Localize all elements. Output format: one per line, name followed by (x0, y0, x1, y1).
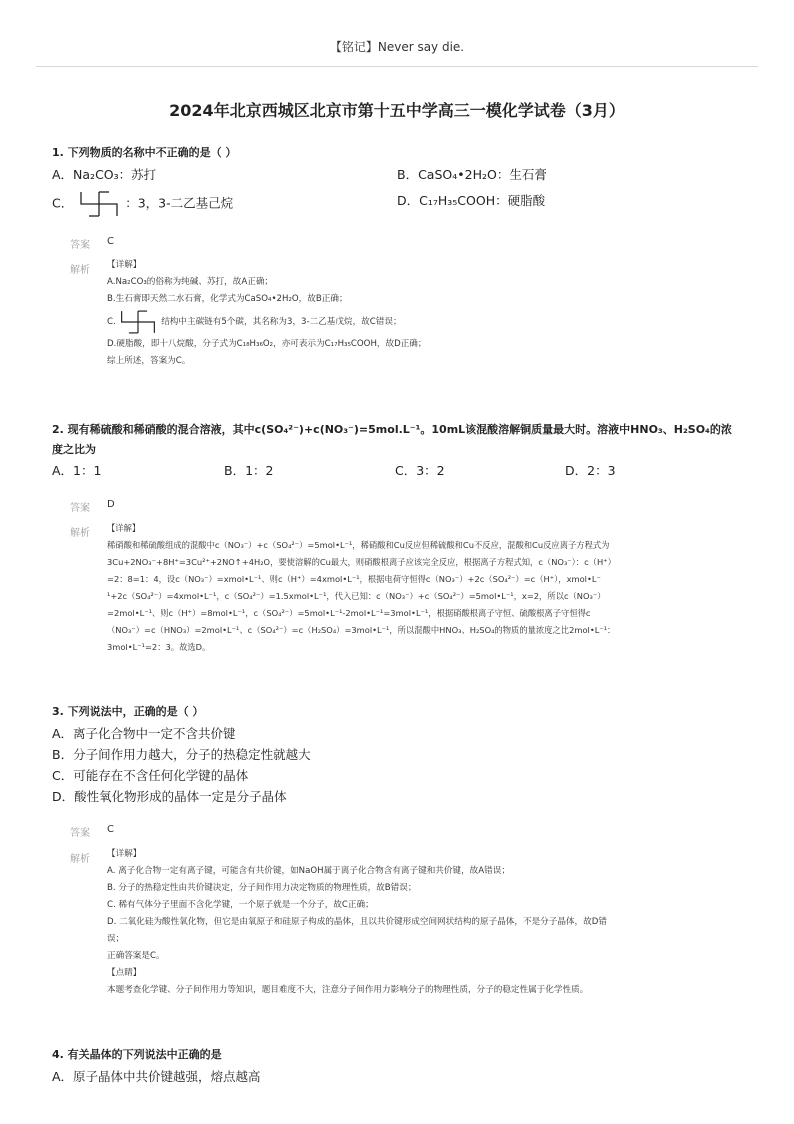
q2-answer-label: 答案 (70, 503, 90, 514)
exp-line: =2mol•L⁻¹、则c（H⁺）=8mol•L⁻¹，c（SO₄²⁻）=5mol•L⁻¹-2mol•L⁻¹=3mol•L⁻¹，根据硝酸根离子守恒、硫酸根离子守恒得c (107, 608, 591, 618)
q2-option-a: A．1：1 (52, 463, 102, 478)
q2-analysis-label: 解析 (70, 528, 90, 539)
q1-answer-label: 答案 (70, 240, 90, 251)
q4-stem: 4. 有关晶体的下列说法中正确的是 (52, 1048, 222, 1061)
q1-option-d: D．C₁₇H₃₅COOH：硬脂酸 (397, 193, 546, 208)
exp-line: D.硬脂酸，即十八烷酸，分子式为C₁₈H₃₆O₂，亦可表示为C₁₇H₃₅COOH，故D正确； (107, 339, 427, 349)
exp-line: 本题考查化学键、分子间作用力等知识，题目难度不大，注意分子间作用力影响分子的物理性质，分子的稳定性属于化学性质。 (107, 985, 589, 995)
exp-line: 【详解】 (107, 523, 141, 533)
q1-stem: 1. 下列物质的名称中不正确的是（ ） (52, 146, 237, 159)
q2-answer: D (107, 499, 115, 510)
q2-stem-line1: 2. 现有稀硫酸和稀硝酸的混合溶液，其中c(SO₄²⁻)+c(NO₃⁻)=5mol.L⁻¹。10mL该混酸溶解铜质量最大时。溶液中HNO₃、H₂SO₄的浓 (52, 423, 732, 436)
q1-option-a: A．Na₂CO₃：苏打 (52, 167, 157, 182)
exp-line: D. 二氧化硅为酸性氧化物，但它是由氧原子和硅原子构成的晶体，且以共价键形成空间网状结构的原子晶体，不是分子晶体，故D错 (107, 917, 607, 927)
exp-c-text: 结构中主碳链有5个碳，其名称为3，3-二乙基戊烷，故C错误； (161, 317, 402, 327)
exp-line: 综上所述，答案为C。 (107, 356, 191, 366)
exp-line: C. 稀有气体分子里面不含化学键，一个原子就是一个分子，故C正确； (107, 900, 374, 910)
q3-answer: C (107, 824, 114, 835)
q3-option-d: D．酸性氧化物形成的晶体一定是分子晶体 (52, 789, 287, 804)
q1-analysis-label: 解析 (70, 265, 90, 276)
q1-option-b: B．CaSO₄•2H₂O：生石膏 (397, 167, 547, 182)
header-divider (36, 66, 758, 67)
exp-line: ¹+2c（SO₄²⁻）=4xmol•L⁻¹，c（SO₄²⁻）=1.5xmol•L⁻¹，代入已知：c（NO₃⁻）+c（SO₄²⁻）=5mol•L⁻¹，x=2，所以c（NO₃⁻） (107, 591, 606, 601)
exp-line: 3Cu+2NO₃⁻+8H⁺=3Cu²⁺+2NO↑+4H₂O，要使溶解的Cu最大，则硝酸根离子应该完全反应，根据离子方程式知，c（NO₃⁻）：c（H⁺） (107, 557, 616, 567)
q2-option-d: D．2：3 (565, 463, 616, 478)
exp-line: B. 分子的热稳定性由共价键决定，分子间作用力决定物质的物理性质，故B错误； (107, 883, 417, 893)
exp-line: （NO₃⁻）=c（HNO₃）=2mol•L⁻¹、c（SO₄²⁻）=c（H₂SO₄）=3mol•L⁻¹，所以混酸中HNO₃、H₂SO₄的物质的量浓度之比2mol•L⁻¹： (107, 625, 616, 635)
q1-option-c (52, 190, 233, 218)
q2-explanation (107, 520, 737, 656)
q1-option-c-prefix: C． (52, 195, 74, 211)
q2-option-b: B．1：2 (224, 463, 274, 478)
exp-line: 【详解】 (107, 849, 142, 859)
skeletal-structure-icon (77, 190, 121, 218)
q3-analysis-label: 解析 (70, 854, 90, 865)
page-title: 2024年北京西城区北京市第十五中学高三一模化学试卷（3月） (169, 101, 625, 120)
exp-line: 【点睛】 (107, 968, 142, 978)
q1-explanation (107, 257, 737, 370)
q1-option-c-text: ：3，3-二乙基己烷 (125, 195, 234, 211)
q3-option-b: B．分子间作用力越大，分子的热稳定性就越大 (52, 747, 311, 762)
exp-line: 稀硝酸和稀硫酸组成的混酸中c（NO₃⁻）+c（SO₄²⁻）=5mol•L⁻¹，稀硝酸和Cu反应但稀硫酸和Cu不反应，混酸和Cu反应离子方程式为 (107, 540, 610, 550)
exp-line: 【详解】 (107, 260, 142, 270)
exp-line-with-structure (107, 308, 737, 336)
exp-line: 3mol•L⁻¹=2：3。故选D。 (107, 642, 211, 652)
exp-line: =2：8=1：4，设c（NO₃⁻）=xmol•L⁻¹、则c（H⁺）=4xmol•L⁻¹，根据电荷守恒得c（NO₃⁻）+2c（SO₄²⁻）=c（H⁺），xmol•L⁻ (107, 574, 601, 584)
exp-c-prefix: C. (107, 317, 116, 327)
skeletal-structure-icon (118, 309, 158, 335)
q2-stem-line2: 度之比为 (52, 443, 96, 456)
q3-option-c: C．可能存在不含任何化学键的晶体 (52, 768, 249, 783)
q1-answer: C (107, 236, 114, 247)
q3-explanation (107, 846, 737, 999)
exp-line: 正确答案是C。 (107, 951, 165, 961)
q3-answer-label: 答案 (70, 828, 90, 839)
exp-line: B.生石膏即天然二水石膏，化学式为CaSO₄•2H₂O，故B正确； (107, 294, 348, 304)
q3-stem: 3. 下列说法中，正确的是（ ） (52, 705, 204, 718)
q2-option-c: C．3：2 (395, 463, 445, 478)
page-header: 【铭记】Never say die. (329, 40, 465, 54)
exp-line: A. 离子化合物一定有离子键，可能含有共价键，如NaOH属于离子化合物含有离子键和共价键，故A错误； (107, 866, 510, 876)
q3-option-a: A．离子化合物中一定不含共价键 (52, 726, 236, 741)
q4-option-a: A．原子晶体中共价键越强，熔点越高 (52, 1069, 261, 1084)
exp-line: 误； (107, 934, 125, 944)
exp-line: A.Na₂CO₃的俗称为纯碱、苏打，故A正确； (107, 277, 274, 287)
